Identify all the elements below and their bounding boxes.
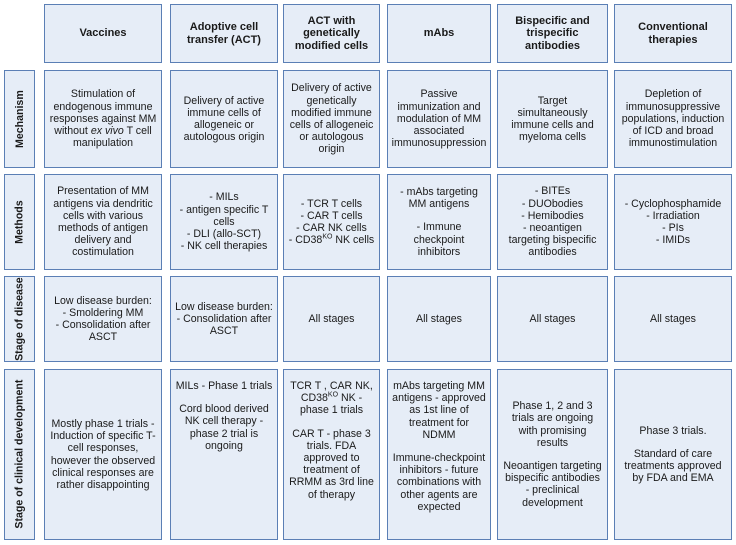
mechanism-act: Delivery of active immune cells of allogeneic or autologous origin <box>170 70 278 168</box>
development-act-gm-item: CAR T - phase 3 trials. FDA approved to treatment of RRMM as 3rd line of therapy <box>289 427 374 501</box>
development-bispecific-item: Neoantigen targeting bispecific antibodies - preclinical development <box>503 460 602 509</box>
development-conventional <box>614 369 732 540</box>
stage-vaccines <box>44 276 162 362</box>
methods-conventional-item: - Irradiation <box>646 209 700 222</box>
methods-act-gm-item: - CAR T cells <box>300 209 363 222</box>
row-label-clinical-development-text: Stage of clinical development <box>13 380 26 529</box>
mechanism-bispecific: Target simultaneously immune cells and myeloma cells <box>497 70 608 168</box>
header-vaccines: Vaccines <box>44 4 162 63</box>
stage-vaccines-item: - Consolidation after ASCT <box>55 319 151 344</box>
mechanism-vaccines-text <box>49 88 157 149</box>
stage-conventional: All stages <box>614 276 732 362</box>
mechanism-mabs: Passive immunization and modulation of MM associated immunosuppression <box>387 70 491 168</box>
methods-vaccines: Presentation of MM antigens via dendritic cells with various methods of antigen delivery and costimulation <box>44 174 162 270</box>
methods-act-item: - MILs <box>209 191 239 204</box>
methods-conventional-item: - PIs <box>662 222 684 234</box>
stage-act-gm: All stages <box>283 276 380 362</box>
methods-conventional-item: - Cyclophosphamide <box>624 197 722 210</box>
mechanism-vaccines-italic: ex vivo <box>90 125 124 138</box>
row-label-clinical-development <box>4 369 35 540</box>
stage-vaccines-item: - Smoldering MM <box>62 306 144 319</box>
development-vaccines: Mostly phase 1 trials - Induction of specific T-cell responses, however the observed clinical responses are rather disappointing <box>44 369 162 540</box>
row-label-mechanism <box>4 70 35 168</box>
row-label-stage-of-disease-text: Stage of disease <box>13 277 26 361</box>
development-bispecific <box>497 369 608 540</box>
development-act-gm <box>283 369 380 540</box>
methods-bispecific-item: - BITEs <box>534 185 571 198</box>
development-mabs-item: Immune-checkpoint inhibitors - future combinations with other agents are expected <box>392 452 486 513</box>
header-conventional: Conventional therapies <box>614 4 732 63</box>
cd38-prefix: - CD38 <box>288 234 323 247</box>
development-bispecific-item: Phase 1, 2 and 3 trials are ongoing with promising results <box>511 400 594 449</box>
mechanism-conventional: Depletion of immunosuppressive populations, induction of ICD and broad immunostimulation <box>614 70 732 168</box>
development-act-item: Cord blood derived NK cell therapy - phase 2 trial is ongoing <box>179 403 269 452</box>
stage-vaccines-item: Low disease burden: <box>54 294 152 307</box>
development-conventional-item: Phase 3 trials. <box>639 424 707 437</box>
development-act-gm-item <box>288 380 375 417</box>
header-act-gm: ACT with genetically modified cells <box>283 4 380 63</box>
dev-cd38-prefix: TCR T , CAR NK, CD38 <box>290 380 373 405</box>
methods-act-gm-item: - CAR NK cells <box>296 222 367 234</box>
stage-bispecific: All stages <box>497 276 608 362</box>
methods-bispecific-item: - DUObodies <box>521 197 584 210</box>
cd38-superscript: KO <box>322 233 333 241</box>
row-label-stage-of-disease <box>4 276 35 362</box>
header-mabs: mAbs <box>387 4 491 63</box>
development-mabs-item: mAbs targeting MM antigens - approved as 1st line of treatment for NDMM <box>392 380 486 441</box>
methods-act-item: - NK cell therapies <box>180 240 268 253</box>
header-bispecific: Bispecific and trispecific antibodies <box>497 4 608 63</box>
cd38-suffix: NK cells <box>332 234 375 247</box>
mechanism-vaccines-post: T cell manipulation <box>72 125 152 150</box>
dev-cd38-suffix: NK - phase 1 trials <box>299 392 363 417</box>
stage-act-item: - Consolidation after ASCT <box>176 312 272 338</box>
methods-mabs-item: - Immune checkpoint inhibitors <box>413 221 465 258</box>
mechanism-vaccines-pre: Stimulation of endogenous immune responses against MM without <box>49 88 157 138</box>
methods-mabs <box>387 174 491 270</box>
methods-act <box>170 174 278 270</box>
methods-bispecific-item: - neoantigen targeting bispecific antibodies <box>508 222 597 259</box>
header-act: Adoptive cell transfer (ACT) <box>170 4 278 63</box>
methods-bispecific <box>497 174 608 270</box>
mechanism-act-gm: Delivery of active genetically modified immune cells of allogeneic or autologous origin <box>283 70 380 168</box>
development-mabs <box>387 369 491 540</box>
mechanism-vaccines <box>44 70 162 168</box>
methods-mabs-item: - mAbs targeting MM antigens <box>400 185 478 211</box>
methods-conventional <box>614 174 732 270</box>
methods-bispecific-item: - Hemibodies <box>521 209 584 222</box>
methods-act-item: - DLI (allo-SCT) <box>186 228 262 241</box>
methods-act-gm <box>283 174 380 270</box>
development-conventional-item: Standard of care treatments approved by FDA and EMA <box>624 447 722 485</box>
row-label-methods <box>4 174 35 270</box>
methods-conventional-item: - IMIDs <box>655 234 691 247</box>
stage-mabs: All stages <box>387 276 491 362</box>
row-label-mechanism-text: Mechanism <box>13 90 26 148</box>
stage-act-item: Low disease burden: <box>175 300 273 313</box>
methods-act-gm-item <box>289 234 374 246</box>
methods-act-gm-item: - TCR T cells <box>300 197 363 210</box>
development-act-item: MILs - Phase 1 trials <box>175 380 273 392</box>
dev-cd38-superscript: KO <box>327 391 339 399</box>
development-act <box>170 369 278 540</box>
methods-act-item: - antigen specific T cells <box>179 203 269 228</box>
stage-act <box>170 276 278 362</box>
row-label-methods-text: Methods <box>13 200 26 244</box>
